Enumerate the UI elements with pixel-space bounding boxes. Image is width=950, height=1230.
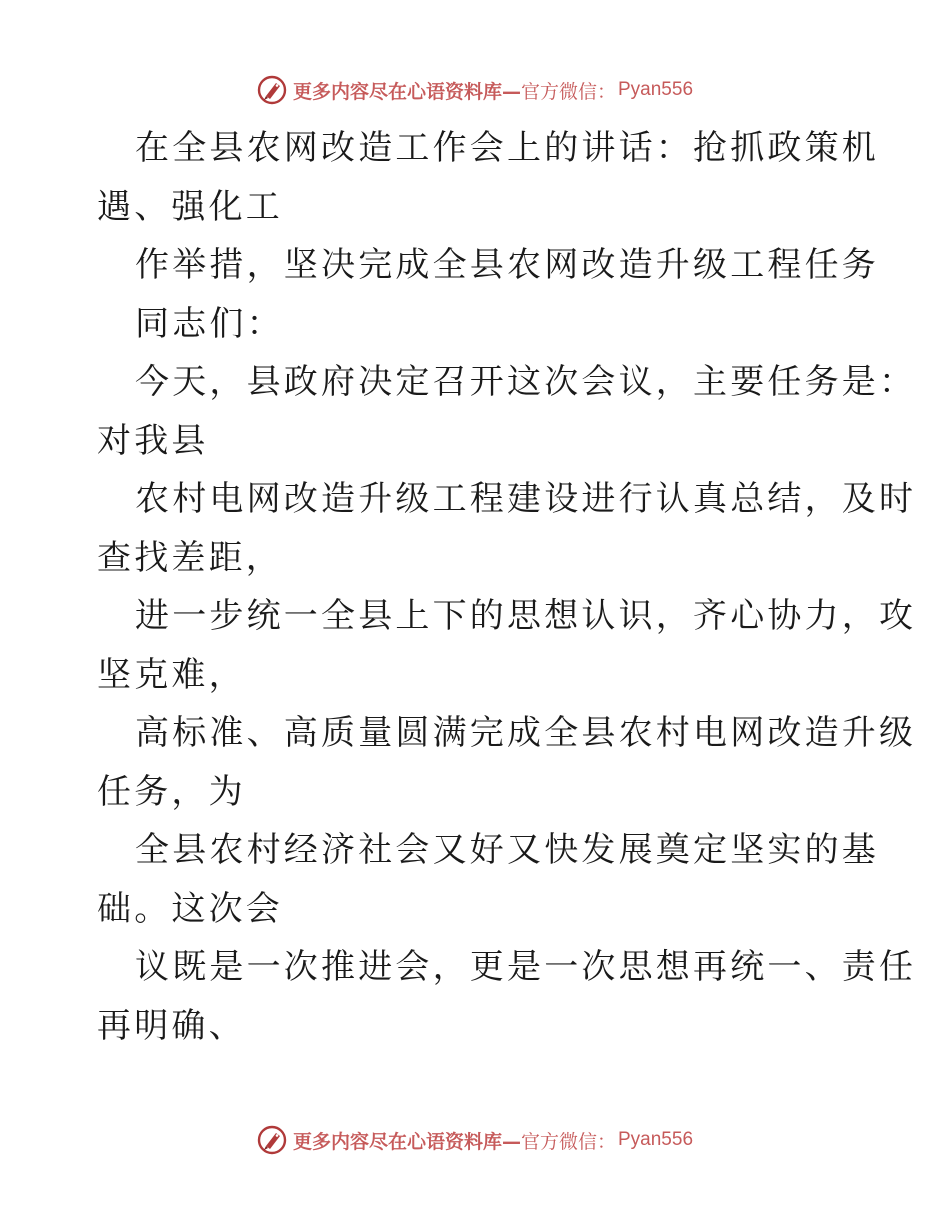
text-line-salutation: 同志们： bbox=[135, 303, 284, 344]
text-line: 对我县 bbox=[97, 420, 209, 461]
text-line-title-2: 遇、强化工 bbox=[97, 186, 283, 227]
text-line-title-1: 在全县农网改造工作会上的讲话：抢抓政策机 bbox=[135, 128, 879, 168]
text-line: 坚克难， bbox=[97, 654, 246, 695]
text-line: 再明确、 bbox=[97, 1005, 246, 1046]
text-line: 进一步统一全县上下的思想认识，齐心协力，攻 bbox=[135, 596, 917, 636]
header-watermark-banner bbox=[0, 70, 950, 110]
text-line-title-3: 作举措，坚决完成全县农网改造升级工程任务 bbox=[135, 245, 879, 285]
banner-wechat-label: 官方微信： bbox=[520, 1130, 616, 1153]
text-line: 础。这次会 bbox=[97, 888, 283, 929]
text-line: 今天，县政府决定召开这次会议，主要任务是： bbox=[135, 362, 917, 402]
document-body bbox=[97, 119, 917, 1055]
pen-nib-logo-icon bbox=[257, 1125, 287, 1155]
text-line: 议既是一次推进会，更是一次思想再统一、责任 bbox=[135, 947, 917, 987]
banner-text: 更多内容尽在心语资料库— bbox=[292, 80, 521, 103]
pen-nib-logo-icon bbox=[257, 75, 287, 105]
banner-wechat-id: Pyan556 bbox=[618, 1129, 694, 1150]
text-line: 农村电网改造升级工程建设进行认真总结，及时 bbox=[135, 479, 917, 519]
banner-wechat-id: Pyan556 bbox=[618, 79, 694, 100]
text-line: 高标准、高质量圆满完成全县农村电网改造升级 bbox=[135, 713, 917, 753]
footer-watermark-banner bbox=[0, 1120, 950, 1160]
text-line: 全县农村经济社会又好又快发展奠定坚实的基 bbox=[135, 830, 879, 870]
text-line: 查找差距， bbox=[97, 537, 283, 578]
banner-wechat-label: 官方微信： bbox=[520, 80, 616, 103]
text-line: 任务，为 bbox=[97, 771, 246, 812]
banner-text: 更多内容尽在心语资料库— bbox=[292, 1130, 521, 1153]
